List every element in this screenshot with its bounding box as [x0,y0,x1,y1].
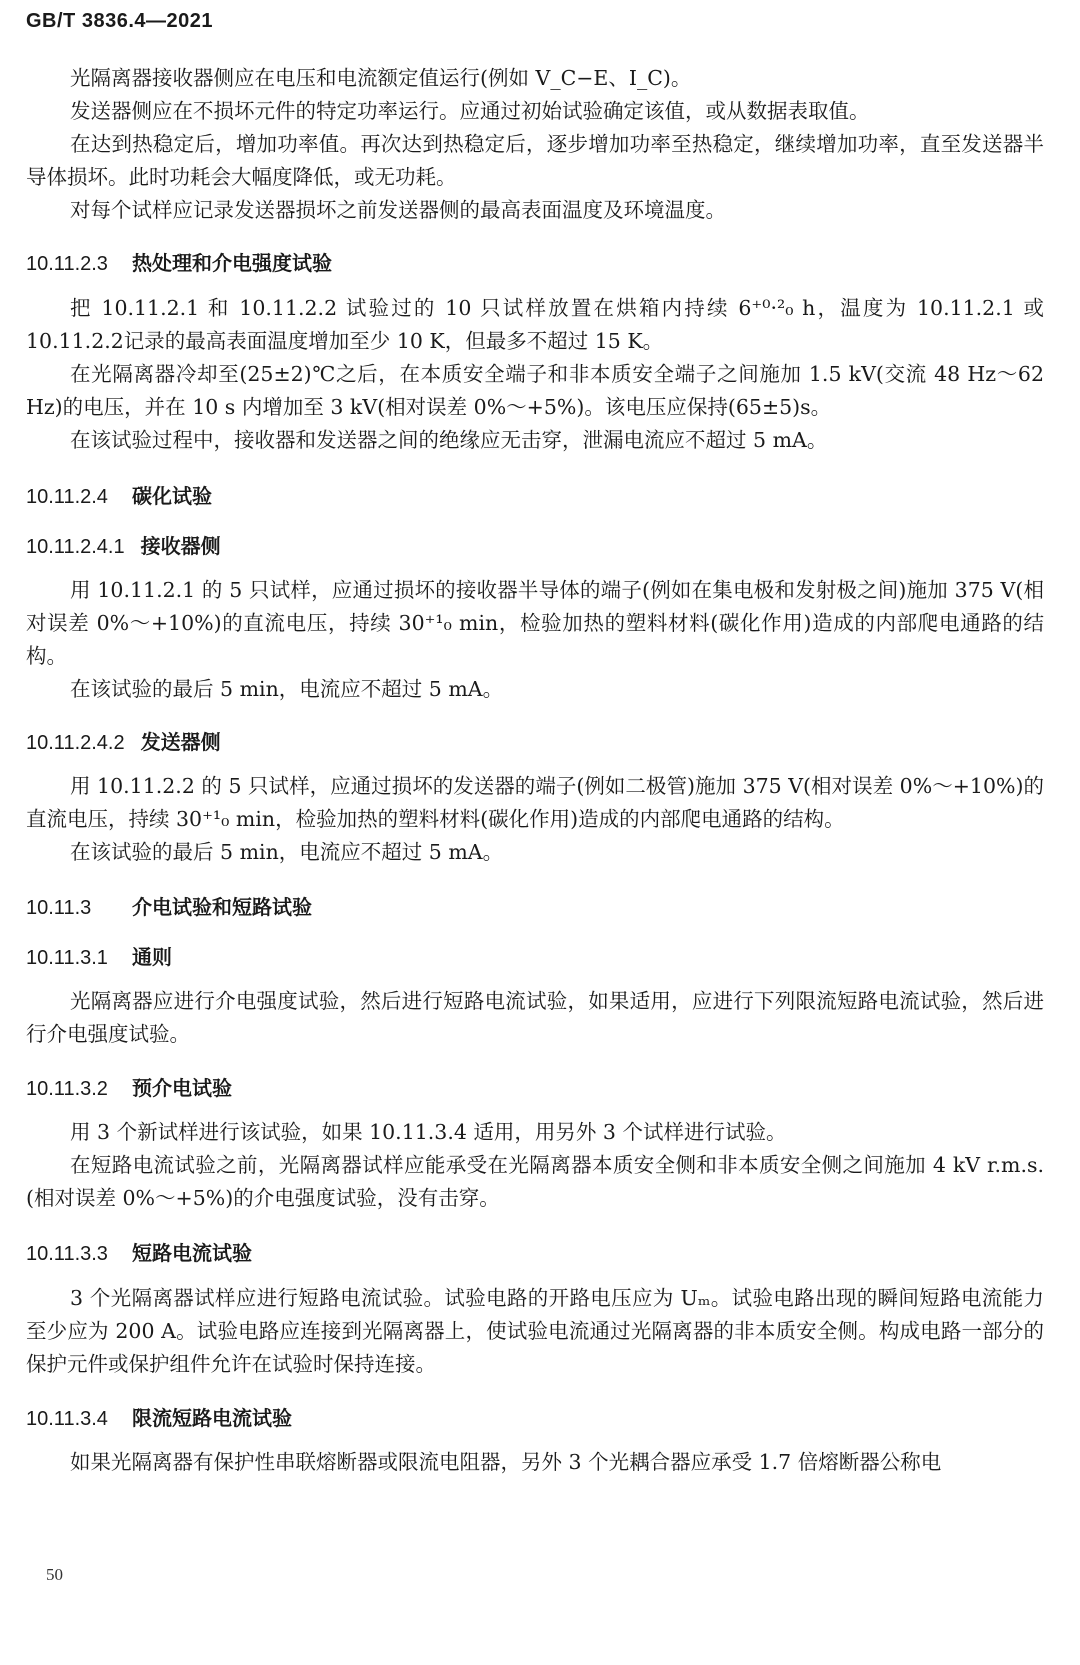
section-heading [26,247,332,276]
section-title: 预介电试验 [132,1076,232,1100]
section-heading [26,1237,252,1266]
text-block [26,985,1044,1051]
section-heading [26,891,312,920]
section-title: 短路电流试验 [132,1241,252,1265]
section-number: 10.11.3.3 [26,1243,108,1265]
paragraph: 用 10.11.2.1 的 5 只试样，应通过损坏的接收器半导体的端子(例如在集电极和发射极之间)施加 375 V(相对误差 0%～+10%)的直流电压，持续 30⁺¹₀ min，检验加热的塑料材料(碳化作用)造成的内部爬电通路的结构。 [26,578,1044,668]
paragraph: 在短路电流试验之前，光隔离器试样应能承受在光隔离器本质安全侧和非本质安全侧之间施加 4 kV r.m.s.(相对误差 0%～+5%)的介电强度试验，没有击穿。 [26,1153,1044,1210]
section-number: 10.11.2.3 [26,253,108,275]
paragraph: 3 个光隔离器试样应进行短路电流试验。试验电路的开路电压应为 Uₘ。试验电路出现的瞬间短路电流能力至少应为 200 A。试验电路应连接到光隔离器上，使试验电流通过光隔离器的非本质安全侧。构成电路一部分的保护元件或保护组件允许在试验时保持连接。 [26,1286,1044,1376]
text-block [26,62,1044,227]
section-heading [26,1072,232,1101]
page-number: 50 [46,1565,63,1584]
paragraph: 光隔离器应进行介电强度试验，然后进行短路电流试验，如果适用，应进行下列限流短路电流试验，然后进行介电强度试验。 [26,989,1044,1046]
section-number: 10.11.3.1 [26,947,108,969]
section-title: 热处理和介电强度试验 [132,251,332,275]
text-block [26,1116,1044,1215]
paragraph: 在达到热稳定后，增加功率值。再次达到热稳定后，逐步增加功率至热稳定，继续增加功率，直至发送器半导体损坏。此时功耗会大幅度降低，或无功耗。 [26,132,1044,189]
section-heading [26,480,212,509]
paragraph: 用 3 个新试样进行该试验，如果 10.11.3.4 适用，用另外 3 个试样进行试验。 [70,1120,787,1144]
section-title: 限流短路电流试验 [132,1406,292,1430]
section-title: 发送器侧 [140,730,221,754]
text-block [26,292,1044,457]
section-number: 10.11.2.4 [26,486,108,508]
section-number: 10.11.3.2 [26,1078,108,1100]
section-number: 10.11.2.4.1 [26,536,125,558]
paragraph: 如果光隔离器有保护性串联熔断器或限流电阻器，另外 3 个光耦合器应承受 1.7 倍熔断器公称电 [70,1450,942,1474]
section-heading [26,1402,292,1431]
section-number: 10.11.3 [26,897,92,919]
paragraph: 在该试验的最后 5 min，电流应不超过 5 mA。 [70,840,504,864]
text-block [26,1446,1044,1479]
paragraph: 把 10.11.2.1 和 10.11.2.2 试验过的 10 只试样放置在烘箱内持续 6⁺⁰·²₀ h，温度为 10.11.2.1 或 10.11.2.2记录的最高表面温度增加至少 10 K，但最多不超过 15 K。 [26,296,1044,353]
section-number: 10.11.3.4 [26,1408,108,1430]
section-heading [26,726,221,755]
section-number: 10.11.2.4.2 [26,732,125,754]
paragraph: 对每个试样应记录发送器损坏之前发送器侧的最高表面温度及环境温度。 [70,198,726,222]
standard-number: GB/T 3836.4—2021 [26,10,213,32]
paragraph: 发送器侧应在不损坏元件的特定功率运行。应通过初始试验确定该值，或从数据表取值。 [70,99,870,123]
paragraph: 在该试验的最后 5 min，电流应不超过 5 mA。 [70,677,504,701]
section-heading [26,941,172,970]
section-title: 碳化试验 [132,484,212,508]
section-title: 通则 [132,945,172,969]
text-block [26,574,1044,706]
paragraph: 光隔离器接收器侧应在电压和电流额定值运行(例如 V_C−E、I_C)。 [70,66,692,90]
paragraph: 用 10.11.2.2 的 5 只试样，应通过损坏的发送器的端子(例如二极管)施加 375 V(相对误差 0%～+10%)的直流电压，持续 30⁺¹₀ min，检验加热的塑料材料(碳化作用)造成的内部爬电通路的结构。 [26,774,1044,831]
section-heading [26,530,221,559]
paragraph: 在光隔离器冷却至(25±2)℃之后，在本质安全端子和非本质安全端子之间施加 1.5 kV(交流 48 Hz～62 Hz)的电压，并在 10 s 内增加至 3 kV(相对误差 0%～+5%)。该电压应保持(65±5)s。 [26,362,1044,419]
section-title: 接收器侧 [140,534,221,558]
text-block [26,1282,1044,1381]
section-title: 介电试验和短路试验 [132,895,312,919]
paragraph: 在该试验过程中，接收器和发送器之间的绝缘应无击穿，泄漏电流应不超过 5 mA。 [70,428,828,452]
text-block [26,770,1044,869]
